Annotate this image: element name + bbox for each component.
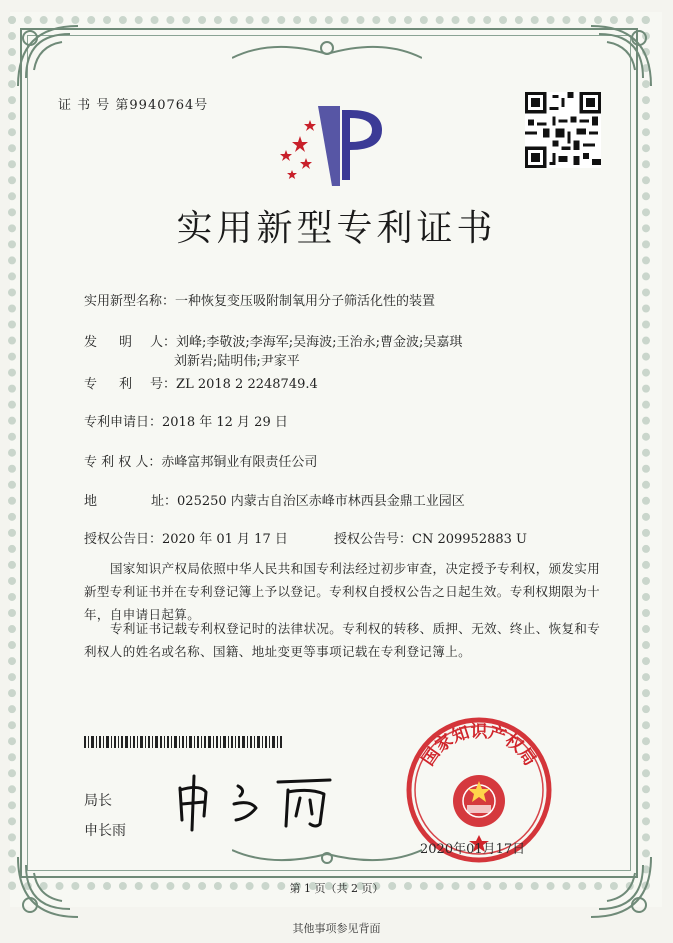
handwritten-signature xyxy=(160,768,360,838)
patent-number-label: 专 利 号： xyxy=(84,377,177,392)
patent-number-value: ZL 2018 2 2248749.4 xyxy=(176,377,318,392)
top-ornament xyxy=(232,36,422,66)
chief-title: 局长 xyxy=(84,793,112,809)
patent-number-row xyxy=(84,373,318,392)
utility-model-name-label: 实用新型名称： xyxy=(84,294,176,309)
patentee-row xyxy=(84,451,317,470)
grant-number-value: CN 209952883 U xyxy=(412,532,527,547)
seal-date: 2020年01月17日 xyxy=(420,842,526,857)
filing-date-label: 专利申请日： xyxy=(84,415,163,430)
grant-number-label: 授权公告号： xyxy=(334,532,413,547)
document-title: 实用新型专利证书 xyxy=(176,208,497,249)
grant-date-label: 授权公告日： xyxy=(84,532,163,547)
inventor-value-line1: 刘峰;李敬波;李海军;吴海波;王治永;曹金波;吴嘉琪 xyxy=(176,335,463,350)
corner-ornament-top-left xyxy=(8,16,88,96)
filing-date-value: 2018 年 12 月 29 日 xyxy=(162,415,288,430)
barcode xyxy=(84,733,284,745)
cnipa-logo xyxy=(270,98,390,188)
corner-ornament-top-right xyxy=(581,16,661,96)
utility-model-name-value: 一种恢复变压吸附制氧用分子筛活化性的装置 xyxy=(175,294,436,309)
inventor-value-line2: 刘新岩;陆明伟;尹家平 xyxy=(174,354,300,369)
address-row xyxy=(84,490,465,509)
seal-text: 国家知识产权局 xyxy=(418,722,540,770)
inventor-label: 发 明 人： xyxy=(84,335,177,350)
patentee-value: 赤峰富邦铜业有限责任公司 xyxy=(161,455,318,470)
bottom-ornament xyxy=(232,844,422,870)
grant-date-row xyxy=(84,528,288,547)
chief-name: 申长雨 xyxy=(84,823,126,839)
legal-status-paragraph: 专利证书记载专利权登记时的法律状况。专利权的转移、质押、无效、终止、恢复和专利权人的姓名或名称、国籍、地址变更等事项记载在专利登记簿上。 xyxy=(84,621,601,659)
grant-number-row xyxy=(334,528,527,547)
filing-date-row xyxy=(84,411,288,430)
patentee-label: 专 利 权 人： xyxy=(84,455,162,470)
inventor-row xyxy=(84,331,462,350)
see-reverse-note: 其他事项参见背面 xyxy=(292,922,381,935)
certificate-number: 证 书 号 第9940764号 xyxy=(58,98,209,113)
grant-date-value: 2020 年 01 月 17 日 xyxy=(162,532,288,547)
address-value: 025250 内蒙古自治区赤峰市林西县金鼎工业园区 xyxy=(177,494,465,509)
qr-code xyxy=(525,92,601,168)
decision-paragraph: 国家知识产权局依照中华人民共和国专利法经过初步审查，决定授予专利权，颁发实用新型专利证书并在专利登记簿上予以登记。专利权自授权公告之日起生效。专利权期限为十年，自申请日起算。 xyxy=(84,561,601,622)
address-label: 地 址： xyxy=(84,494,178,509)
page-indicator: 第 1 页（共 2 页） xyxy=(289,882,384,895)
utility-model-name-row xyxy=(84,290,435,309)
